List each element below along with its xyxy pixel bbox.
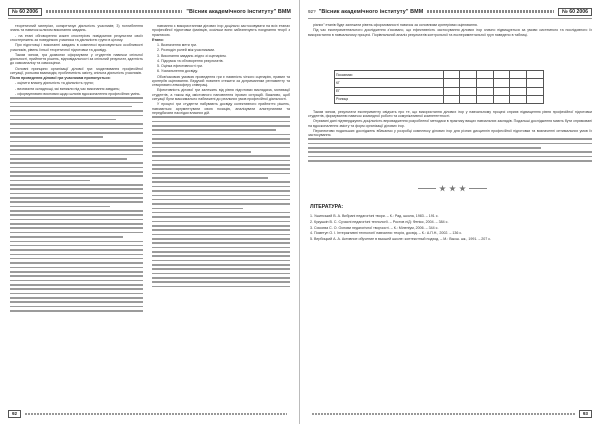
header-underline xyxy=(308,18,592,19)
literature-title: ЛІТЕРАТУРА: xyxy=(310,204,344,210)
journal-title: "Вісник академічного інституту" ВММ xyxy=(318,8,424,15)
table-cell xyxy=(493,71,510,79)
section-ornament xyxy=(418,185,487,192)
reference-item: 2. Кукушкін В. С. Сучасні педагогічні технології. – Ростов н/Д: Фенікс, 2004. – 384 с. xyxy=(310,219,449,224)
intro-text xyxy=(308,23,592,61)
header-divider xyxy=(427,10,554,13)
table-cell xyxy=(510,87,527,95)
paragraph: теоретичний матеріал, конкретизує діяльність учасників; 3) поглиблення знань та навичок шляхом виконання завдань. xyxy=(10,24,143,33)
page-label: 92? xyxy=(308,9,316,14)
list-item: - визначити складнощі, які виникли під час виконання завдань; xyxy=(15,86,120,91)
right-footer xyxy=(308,410,592,418)
paragraph: різних" етапів буде залежати рівень сформованості навичок за основними критеріями оцінювання. xyxy=(313,23,478,27)
reference-item: 4. Пометун О. І. Інтерактивні технології навчання: теорія, досвід. – К.: А.П.Н., 2002. – 136 с. xyxy=(310,231,463,236)
list-item: 6. Узагальнення досвіду. xyxy=(157,69,198,74)
table-cell xyxy=(443,87,460,95)
table-row xyxy=(335,95,544,103)
issue-number: № 60 2006 xyxy=(8,8,42,16)
reference-item: 3. Сисоєва С. О. Основи педагогічної творчості. – К.: Міленіум, 2006. – 344 с. xyxy=(310,225,439,230)
table-cell xyxy=(510,71,527,79)
table-cell: Показники xyxy=(335,71,444,79)
table-cell xyxy=(460,87,477,95)
conclusion-text xyxy=(308,110,592,178)
table-cell xyxy=(493,79,510,87)
list-item: 1. Визначення мети гри. xyxy=(157,43,198,48)
page-number: 92 xyxy=(8,410,21,418)
star-icon xyxy=(449,185,456,192)
table-cell xyxy=(510,79,527,87)
table-cell xyxy=(527,87,544,95)
table-cell xyxy=(493,95,510,103)
paragraph: Таким чином, гра дозволяє сформувати у студентів навички спільної діяльності, прийняття рішень, відповідальності за спільний результат, здатність до самоаналізу та самооцінки. xyxy=(10,52,143,66)
paragraph: Отримані дані підтверджують доцільність впровадження розробленої методики в практику вищих навчальних закладів. Подальші дослідження мають бути спрямовані на вдосконалення змісту та форм організації ділових ігор. xyxy=(308,119,592,128)
list-item: - оцінити власну діяльність та діяльність групи; xyxy=(15,81,94,86)
paragraph: Основні принципи організації ділової гри: моделювання професійної ситуації, рольова взаємодія, проблемність змісту, спільна діяльність учасників. xyxy=(10,66,143,75)
body-text-lines xyxy=(308,138,592,161)
table-cell xyxy=(527,71,544,79)
left-footer xyxy=(8,410,291,418)
table-row xyxy=(335,79,544,87)
paragraph: Під час експериментального дослідження з'ясовано, що ефективність застосування ділових ігор значно підвищується за умови системного та послідовного їх використання в навчальному процесі. Порівняльний аналіз результатів контрольної та експериментальної груп наведено в таблиці. xyxy=(308,28,592,37)
table-cell xyxy=(443,95,460,103)
paragraph: Обов'язковою умовою проведення гри є наявність чіткого сценарію, правил та критеріїв оцінювання. Ведучий повинен стежити за дотриманням регламенту та створювати атмосферу співпраці. xyxy=(152,74,290,88)
paragraph: навчання з використанням ділових ігор доцільно застосовувати на всіх етапах професійної підготовки фахівців, оскільки вони забезпечують поєднання теорії з практикою. xyxy=(152,24,290,37)
table-cell xyxy=(493,87,510,95)
table-cell xyxy=(443,71,460,79)
paragraph: У процесі гри студенти набувають досвіду колективного прийняття рішень, навчаються аргументувати свою позицію, аналізувати альтернативи та передбачати наслідки власних дій. xyxy=(152,102,290,116)
star-icon xyxy=(439,185,446,192)
results-table xyxy=(334,70,544,104)
right-header xyxy=(308,7,592,16)
bold-heading: Після проведення ділової гри учасникам пропонується: xyxy=(10,76,111,81)
list-item: 2. Розподіл ролей між учасниками. xyxy=(157,48,215,53)
footer-divider xyxy=(312,413,575,415)
star-icon xyxy=(459,185,466,192)
table-cell xyxy=(476,87,493,95)
paragraph: При підготовці і виконанні завдань в комплексі враховуються особливості учасників, рівень їхньої теоретичної підготовки та досвіду. xyxy=(10,43,143,52)
table-cell xyxy=(443,79,460,87)
list-item: - сформулювати висновки щодо шляхів вдосконалення професійних умінь. xyxy=(15,91,141,96)
table-row xyxy=(335,71,544,79)
list-item: 4. Підсумок та обговорення результатів. xyxy=(157,58,224,63)
paragraph: Перспективи подальших досліджень вбачаємо у розробці комплексу ділових ігор для різних дисциплін професійної підготовки та визначенні оптимальних умов їх застосування. xyxy=(308,128,592,138)
reference-item: 5. Вербицкий А. А. Активное обучение в высшей школе: контекстный подход. – М.: Высш. шк., 1991. – 207 с. xyxy=(310,237,492,242)
body-text-lines xyxy=(152,116,290,287)
left-column-1 xyxy=(10,24,143,406)
table-cell xyxy=(460,95,477,103)
table-cell: ЕГ xyxy=(335,87,444,95)
list-heading: Етапи: xyxy=(152,37,164,42)
header-divider xyxy=(46,10,182,13)
paragraph: Таким чином, результати експерименту свідчать про те, що використання ділових ігор у навчальному процесі сприяє підвищенню рівня професійної підготовки студентів, формуванню навичок командної роботи та комунікативної компетентності. xyxy=(308,110,592,119)
table-cell xyxy=(476,79,493,87)
body-text-lines xyxy=(10,97,143,311)
list-item: 5. Оцінка ефективності гри. xyxy=(157,64,203,69)
reference-item: 1. Ушинський В. А. Вибрані педагогічні твори. – К.: Рад. школа, 1983. – 191 с. xyxy=(310,214,439,218)
list-item: 3. Виконання завдань згідно зі сценарієм. xyxy=(157,53,227,58)
literature-list xyxy=(310,214,590,243)
footer-divider xyxy=(25,413,287,415)
page-number: 93 xyxy=(579,410,592,418)
issue-number: № 60 2006 xyxy=(558,8,592,16)
paragraph: Ефективність ділової гри залежить від рівня підготовки викладача, мотивації студентів, а також від змістовного наповнення ігрових ситуацій. Важливо, щоб ситуації були максимально наближені до реальних умов професійної діяльності. xyxy=(152,88,290,102)
header-underline xyxy=(8,18,291,19)
table-row xyxy=(335,87,544,95)
table-cell xyxy=(476,71,493,79)
ornament-line xyxy=(469,188,487,189)
left-header xyxy=(8,7,291,16)
journal-title: "Вісник академічного інституту" ВММ xyxy=(186,8,291,15)
ornament-line xyxy=(418,188,436,189)
table-cell: КГ xyxy=(335,79,444,87)
right-page xyxy=(300,0,600,424)
paragraph: - на етапі обговорення кожен спостерігач повідомляє результати своїх спостережень за поведінкою учасника та діяльністю групи в цілому. xyxy=(10,33,143,42)
table-cell xyxy=(476,95,493,103)
table-cell: Різниця xyxy=(335,95,444,103)
left-column-2 xyxy=(152,24,290,406)
table-cell xyxy=(460,71,477,79)
table-cell xyxy=(527,79,544,87)
table-cell xyxy=(527,95,544,103)
table-cell xyxy=(510,95,527,103)
table-cell xyxy=(460,79,477,87)
